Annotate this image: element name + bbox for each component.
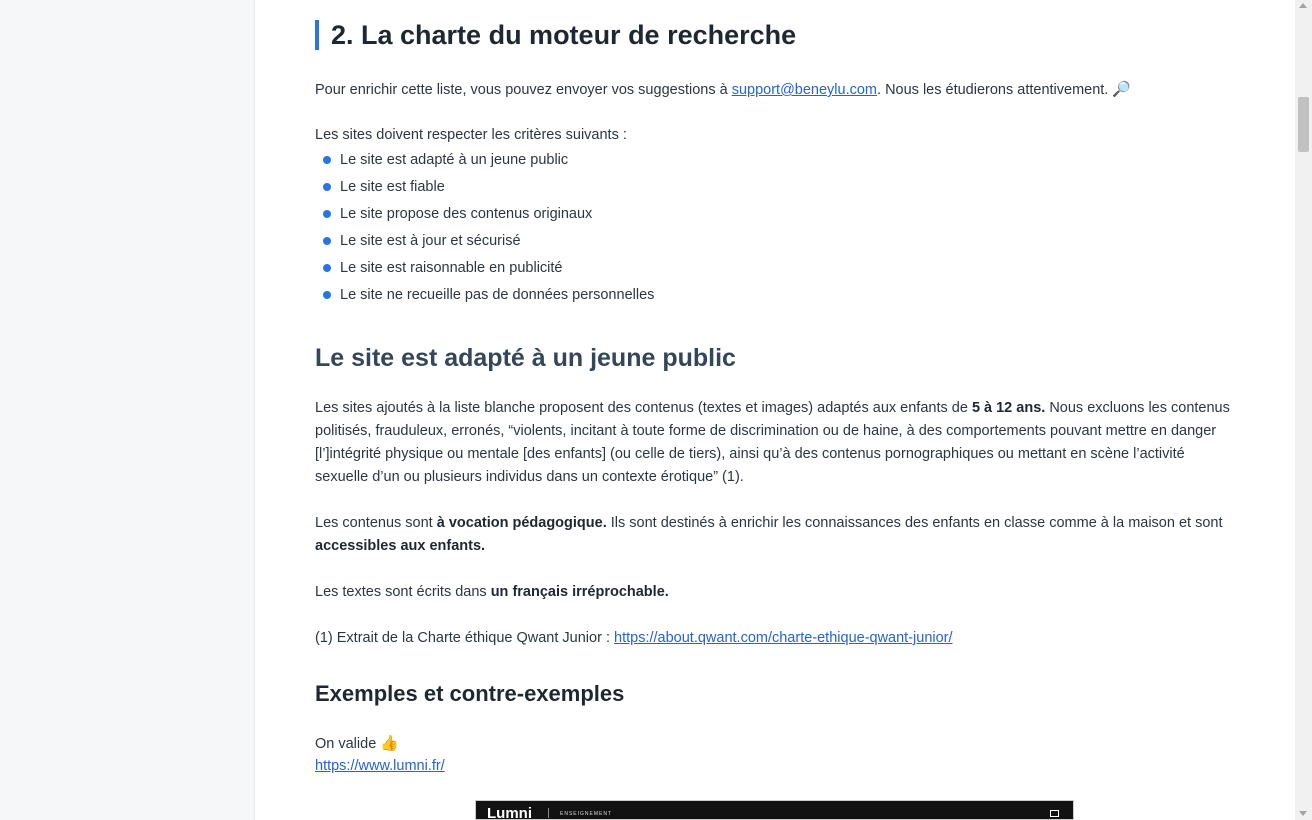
valid-label-line: [315, 732, 399, 756]
scroll-up-icon[interactable]: [1299, 3, 1307, 8]
criteria-list: [323, 149, 654, 311]
vertical-scrollbar[interactable]: [1295, 0, 1312, 820]
section-title: 2. La charte du moteur de recherche: [315, 20, 796, 50]
thumbs-up-icon: 👍: [380, 734, 399, 752]
list-item: [323, 149, 654, 176]
valid-label: On valide: [315, 736, 377, 752]
bullet-icon: [323, 210, 331, 218]
bullet-icon: [323, 156, 331, 164]
list-item-label: Le site est à jour et sécurisé: [340, 233, 521, 249]
support-email-link[interactable]: support@beneylu.com: [731, 82, 878, 98]
list-item-label: Le site propose des contenus originaux: [340, 206, 593, 222]
intro-text-after: . Nous les étudierons attentivement.: [877, 82, 1109, 98]
list-item-label: Le site est raisonnable en publicité: [340, 260, 563, 276]
pedagogy-text-b: Ils sont destinés à enrichir les connaissances des enfants en classe comme à la maison et sont: [606, 515, 1223, 531]
footnote-text: (1) Extrait de la Charte éthique Qwant Junior :: [315, 630, 615, 646]
accessible-bold: accessibles aux enfants.: [315, 538, 486, 554]
list-item-label: Le site est adapté à un jeune public: [340, 152, 569, 168]
pedagogy-paragraph: [315, 512, 1235, 558]
age-range: 5 à 12 ans.: [971, 400, 1046, 416]
lumni-logo: Lumni: [487, 805, 532, 820]
intro-text-before: Pour enrichir cette liste, vous pouvez envoyer vos suggestions à: [315, 82, 732, 98]
list-item-label: Le site ne recueille pas de données personnelles: [340, 287, 655, 303]
scroll-down-icon[interactable]: [1299, 811, 1307, 816]
french-text-a: Les textes sont écrits dans: [315, 584, 491, 600]
examples-title: Exemples et contre-exemples: [315, 681, 625, 706]
intro-paragraph: [315, 78, 1131, 102]
pedagogy-text-a: Les contenus sont: [315, 515, 437, 531]
magnifier-icon: 🔎: [1112, 80, 1132, 98]
left-sidebar-panel: [0, 0, 255, 820]
screenshot-divider: [548, 808, 549, 818]
list-item-label: Le site est fiable: [340, 179, 445, 195]
lumni-screenshot: [475, 800, 1074, 820]
criteria-intro: Les sites doivent respecter les critères suivants :: [315, 127, 627, 143]
mail-icon: [1050, 810, 1059, 817]
subsection-title: Le site est adapté à un jeune public: [315, 344, 736, 372]
bullet-icon: [323, 291, 331, 299]
age-paragraph: [315, 397, 1235, 489]
age-text-b: Nous excluons les contenus politisés, frauduleux, erronés, “violents, incitant à toute forme de discrimination ou de haine, à des comportements pouvant mettre en danger [l’]intégrité physique ou mentale [des enfants] (ou celle de tiers), ainsi qu’à des contenus pornographiques ou mettant en scène l’activité sexuelle d’un ou plusieurs individus dans un contexte érotique” (1).: [315, 400, 1230, 485]
list-item: [323, 176, 654, 203]
footnote-paragraph: [315, 627, 953, 650]
qwant-charter-link[interactable]: https://about.qwant.com/charte-ethique-qwant-junior/: [614, 630, 953, 646]
french-bold: un français irréprochable.: [490, 584, 669, 600]
age-text-a: Les sites ajoutés à la liste blanche proposent des contenus (textes et images) adaptés aux enfants de: [315, 400, 972, 416]
french-paragraph: [315, 581, 669, 604]
list-item: [323, 284, 654, 311]
bullet-icon: [323, 264, 331, 272]
bullet-icon: [323, 237, 331, 245]
scrollbar-thumb[interactable]: [1298, 97, 1309, 152]
valid-link-line: [315, 755, 445, 778]
pedagogy-bold: à vocation pédagogique.: [436, 515, 607, 531]
list-item: [323, 203, 654, 230]
screenshot-label: ENSEIGNEMENT: [560, 811, 613, 817]
list-item: [323, 230, 654, 257]
lumni-link[interactable]: https://www.lumni.fr/: [315, 758, 445, 774]
bullet-icon: [323, 183, 331, 191]
list-item: [323, 257, 654, 284]
